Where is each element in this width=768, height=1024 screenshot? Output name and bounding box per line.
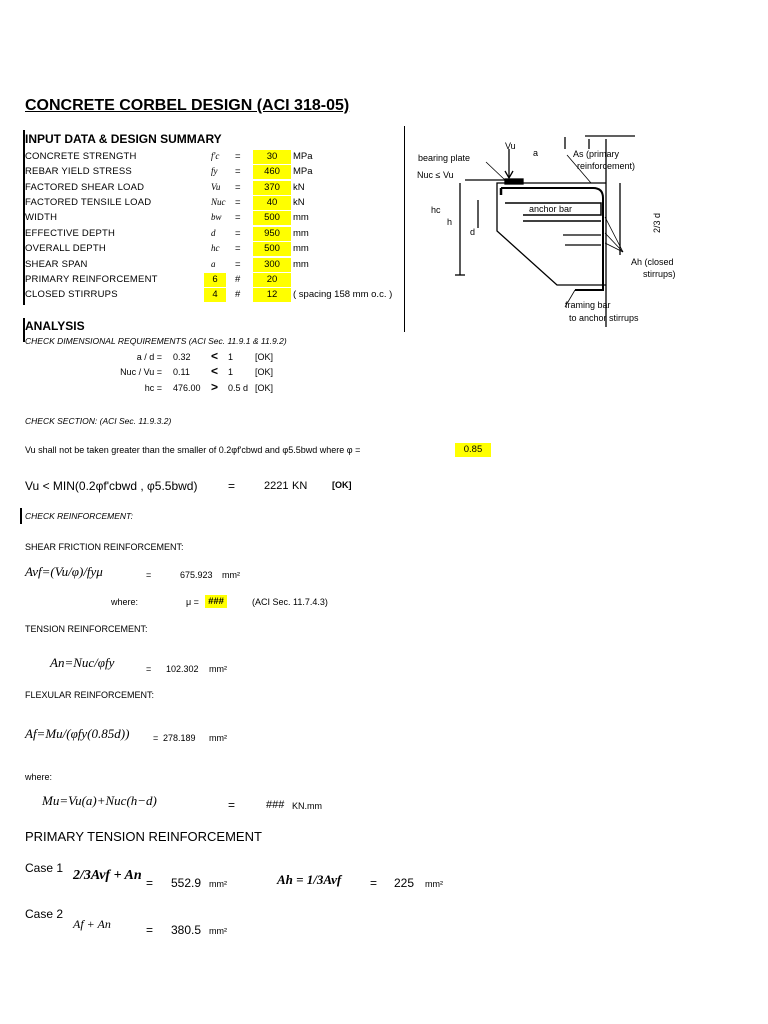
input-value: 20 [253,273,291,287]
input-label: PRIMARY REINFORCEMENT [25,274,158,285]
input-eq: = [235,166,241,177]
input-label: FACTORED TENSILE LOAD [25,197,152,208]
input-unit: ( spacing 158 mm o.c. ) [293,289,393,300]
check-status: [OK] [255,367,274,377]
an-eq: = [146,664,152,674]
diagram-hc-label: hc [431,205,441,215]
input-symbol: f'c [211,151,220,161]
input-eq: # [235,289,241,300]
check-operator: > [211,380,219,394]
vu-check-label: Vu < MIN(0.2φf'cbwd , φ5.5bwd) [25,479,198,493]
ah-value: 225 [394,876,415,890]
check-label: hc = [144,383,162,393]
ah-unit: mm² [425,879,443,889]
mu-eq: = [228,798,236,812]
input-label: CONCRETE STRENGTH [25,151,137,162]
input-value: 40 [253,196,291,210]
avf-unit: mm² [222,570,240,580]
af-unit: mm² [209,733,227,743]
input-unit: mm [293,228,309,239]
diagram-ah-label-2: stirrups) [643,269,676,279]
input-unit: kN [293,182,305,193]
an-value: 102.302 [166,664,199,674]
ah-formula: Ah = 1/3Avf [277,872,342,887]
input-label: EFFECTIVE DEPTH [25,228,116,239]
avf-formula: Avf=(Vu/φ)/fyμ [25,564,103,579]
reinforcement-heading: CHECK REINFORCEMENT: [25,511,133,521]
input-unit: mm [293,243,309,254]
diagram-nuc-label: Nuc ≤ Vu [417,170,454,180]
input-label: CLOSED STIRRUPS [25,289,118,300]
af-formula: Af=Mu/(φfy(0.85d)) [25,726,130,741]
check-status: [OK] [255,383,274,393]
input-eq: = [235,212,241,223]
vu-check-value: 2221 [264,480,289,492]
ah-eq: = [370,876,378,890]
check-label: Nuc / Vu = [120,367,162,377]
input-symbol: Vu [211,182,221,192]
input-unit: mm [293,259,309,270]
case1-eq: = [146,876,154,890]
page-title: CONCRETE CORBEL DESIGN (ACI 318-05) [25,97,350,114]
tension-heading: TENSION REINFORCEMENT: [25,624,148,634]
where-label: where: [111,597,139,607]
mu-result-unit: KN.mm [292,801,322,811]
vu-check-eq: = [228,479,236,493]
case1-label: Case 1 [25,861,64,875]
input-unit: MPa [293,166,313,177]
input-eq: = [235,243,241,254]
corbel-diagram [405,125,715,330]
section-check-heading: CHECK SECTION: (ACI Sec. 11.9.3.2) [25,416,172,426]
input-unit: kN [293,197,305,208]
mu-formula: Mu=Vu(a)+Nuc(h−d) [42,793,157,808]
vu-statement: Vu shall not be taken greater than the smaller of 0.2φf'cbwd and φ5.5bwd where φ = [25,445,361,455]
check-value: 0.11 [173,367,190,377]
input-symbol: hc [211,243,220,253]
input-unit: mm [293,212,309,223]
diagram-d-label: d [470,227,476,237]
case2-label: Case 2 [25,907,64,921]
input-symbol: a [211,259,216,269]
input-symbol: bw [211,212,222,222]
check-limit: 1 [228,367,234,377]
diagram-h-label: h [447,217,453,227]
diagram-a-label: a [533,148,539,158]
diagram-as-label-1: As (primary [573,149,620,159]
check-label: a / d = [136,352,162,362]
input-eq: = [235,228,241,239]
input-label: SHEAR SPAN [25,259,88,270]
check-operator: < [211,364,219,378]
input-value: 460 [253,165,291,179]
mu-label: μ = [186,597,199,607]
diagram-two-thirds-d-label: 2/3 d [652,212,662,233]
input-unit: MPa [293,151,313,162]
case2-formula: Af + An [73,917,111,931]
bar-count: 4 [204,288,226,302]
bar-count: 6 [204,273,226,287]
diagram-framing-label-1: framing bar [565,300,611,310]
input-value: 370 [253,181,291,195]
input-symbol: d [211,228,216,238]
case2-eq: = [146,923,154,937]
mu-value: ### [205,595,227,608]
case1-formula: 2/3Avf + An [73,868,142,883]
check-operator: < [211,349,219,363]
section-border [20,508,22,524]
check-limit: 0.5 d [228,383,249,393]
input-value: 12 [253,288,291,302]
case2-value: 380.5 [171,923,202,937]
input-symbol: Nuc [211,197,226,207]
diagram-bearing-plate-label: bearing plate [418,153,471,163]
input-eq: = [235,197,241,208]
avf-value: 675.923 [180,570,213,580]
an-formula: An=Nuc/φfy [50,655,115,670]
mu-result: ### [266,799,285,811]
input-label: WIDTH [25,212,58,223]
input-symbol: fy [211,166,218,176]
check-status: [OK] [255,352,274,362]
input-label: OVERALL DEPTH [25,243,106,254]
input-eq: = [235,182,241,193]
diagram-framing-label-2: to anchor stirrups [569,313,639,323]
input-value: 500 [253,242,291,256]
mu-reference: (ACI Sec. 11.7.4.3) [252,597,328,607]
input-label: REBAR YIELD STRESS [25,166,132,177]
input-value: 30 [253,150,291,164]
input-value: 300 [253,258,291,272]
diagram-vu-label: Vu [505,141,516,151]
vu-check-status: [OK] [332,480,352,490]
analysis-heading: ANALYSIS [25,319,85,333]
af-value: 278.189 [163,733,196,743]
input-value: 500 [253,211,291,225]
input-heading: INPUT DATA & DESIGN SUMMARY [25,132,222,146]
phi-value: 0.85 [455,443,491,457]
dim-check-heading: CHECK DIMENSIONAL REQUIREMENTS (ACI Sec. 11.9.1 & 11.9.2) [25,336,287,346]
diagram-as-label-2: reinforcement) [577,161,636,171]
diagram-ah-label-1: Ah (closed [631,257,674,267]
input-value: 950 [253,227,291,241]
case1-unit: mm² [209,879,227,889]
input-eq: # [235,274,241,285]
check-limit: 1 [228,352,234,362]
case2-unit: mm² [209,926,227,936]
af-eq: = [153,733,159,743]
shear-friction-heading: SHEAR FRICTION REINFORCEMENT: [25,542,184,552]
diagram-anchor-bar-label: anchor bar [529,204,573,214]
primary-tension-heading: PRIMARY TENSION REINFORCEMENT [25,829,262,844]
flexural-heading: FLEXULAR REINFORCEMENT: [25,690,155,700]
avf-eq: = [146,570,152,580]
input-eq: = [235,151,241,162]
check-value: 0.32 [173,352,191,362]
check-value: 476.00 [173,383,201,393]
input-label: FACTORED SHEAR LOAD [25,182,145,193]
input-eq: = [235,259,241,270]
case1-value: 552.9 [171,876,202,890]
vu-check-unit: KN [292,480,308,492]
an-unit: mm² [209,664,227,674]
where-label-2: where: [25,772,53,782]
